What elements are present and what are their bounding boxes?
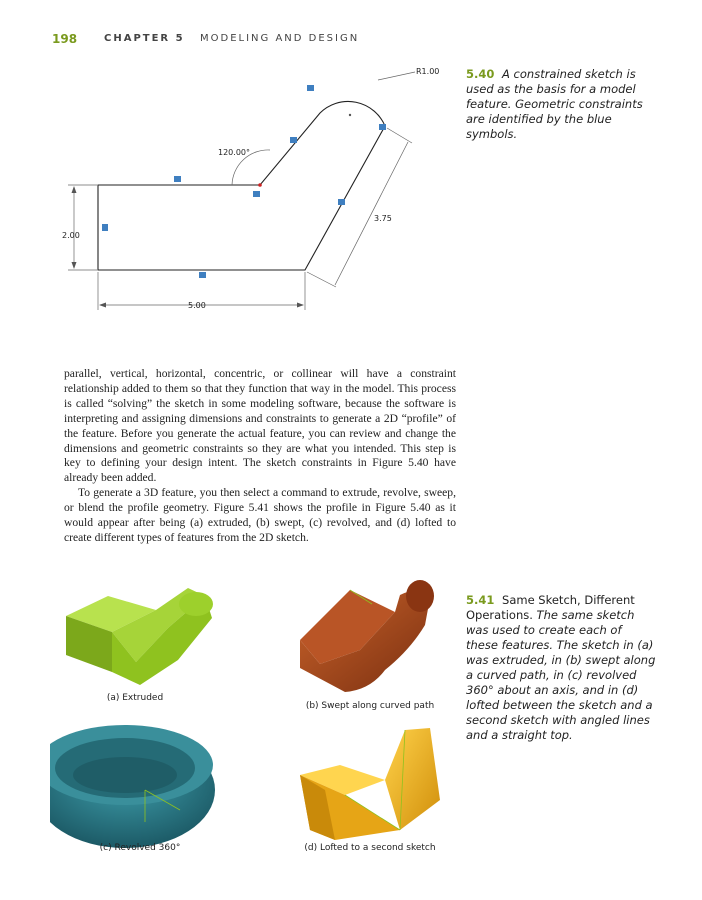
- figure-5-40-caption: [466, 67, 651, 142]
- vertical-constraint-icon: [102, 224, 108, 231]
- figure-5-41-caption: [466, 593, 656, 743]
- label-lofted: (d) Lofted to a second sketch: [304, 843, 436, 853]
- radius-dimension: R1.00: [416, 67, 440, 76]
- height-arrow-bottom: [72, 262, 77, 269]
- parallel-constraint-icon-top: [290, 137, 297, 143]
- lofted-feature-render: [300, 728, 440, 840]
- tangent-constraint-icon-left: [307, 85, 314, 91]
- body-paragraph-1: parallel, vertical, horizontal, concentric, or collinear will have a constraint relationship added to them so that they function that way in the model. This process is called “solving” the sketch in some modeling software, because the software is interpreting and assigning dimensions and constraints to generate a 2D “profile” of the feature. Before you generate the actual feature, you can review and change the dimensions and geometric constraints so they are what you intended. This step is key to defining your design intent. The sketch constraints in Figure 5.40 have already been added.: [64, 367, 456, 485]
- width-arrow-right: [297, 303, 304, 308]
- swept-feature-render: [300, 580, 434, 692]
- figure-5-41-title: Same Sketch, Different Operations.: [466, 593, 635, 622]
- extruded-feature-render: [66, 588, 213, 685]
- length-dimension-line: [335, 142, 408, 285]
- chapter-title: MODELING AND DESIGN: [200, 33, 360, 44]
- width-dimension: 5.00: [188, 301, 206, 310]
- chapter-label: CHAPTER 5: [104, 33, 185, 44]
- label-revolved: (c) Revolved 360°: [99, 843, 181, 853]
- label-swept: (b) Swept along curved path: [305, 701, 435, 711]
- figure-5-41-number: 5.41: [466, 593, 495, 607]
- height-dimension: 2.00: [62, 231, 80, 240]
- angle-dimension: 120.00°: [218, 148, 250, 157]
- figure-5-41-caption-text: The same sketch was used to create each of these features. The sketch in (a) was extruded, in (b) swept along a curved path, in (c) revolved 360° about an axis, and in (d) lofted between the sketch and a second sketch with angled lines and a straight top.: [466, 608, 656, 742]
- sketch-profile: [98, 101, 385, 270]
- figure-5-40-number: 5.40: [466, 67, 495, 81]
- equal-constraint-icon: [253, 191, 260, 197]
- body-paragraph-2: To generate a 3D feature, you then select a command to extrude, revolve, sweep, or blend the profile geometry. Figure 5.41 shows the profile in Figure 5.40 as it would appear after being (a) extruded, (b) swept, (c) revolved, and (d) lofted to create different types of features from the 2D sketch.: [64, 486, 456, 544]
- feature-operations-figure: [50, 575, 460, 865]
- horizontal-constraint-icon-bottom: [199, 272, 206, 278]
- figure-5-40-caption-text: A constrained sketch is used as the basis for a model feature. Geometric constraints are identified by the blue symbols.: [466, 67, 643, 141]
- page-number: 198: [52, 32, 78, 46]
- arc-center-point: [349, 114, 351, 116]
- horizontal-constraint-icon: [174, 176, 181, 182]
- constrained-sketch-figure: [50, 55, 460, 315]
- length-extension-top: [387, 128, 412, 143]
- tangent-constraint-icon-right: [379, 124, 386, 130]
- label-extruded: (a) Extruded: [106, 693, 164, 703]
- length-extension-bottom: [307, 272, 336, 287]
- height-arrow-top: [72, 186, 77, 193]
- revolved-feature-render: [50, 725, 215, 848]
- parallel-constraint-icon-bottom: [338, 199, 345, 205]
- sketch-vertex-point: [258, 183, 262, 187]
- radius-leader: [378, 72, 415, 80]
- length-dimension: 3.75: [374, 214, 392, 223]
- body-text: [64, 367, 456, 546]
- width-arrow-left: [99, 303, 106, 308]
